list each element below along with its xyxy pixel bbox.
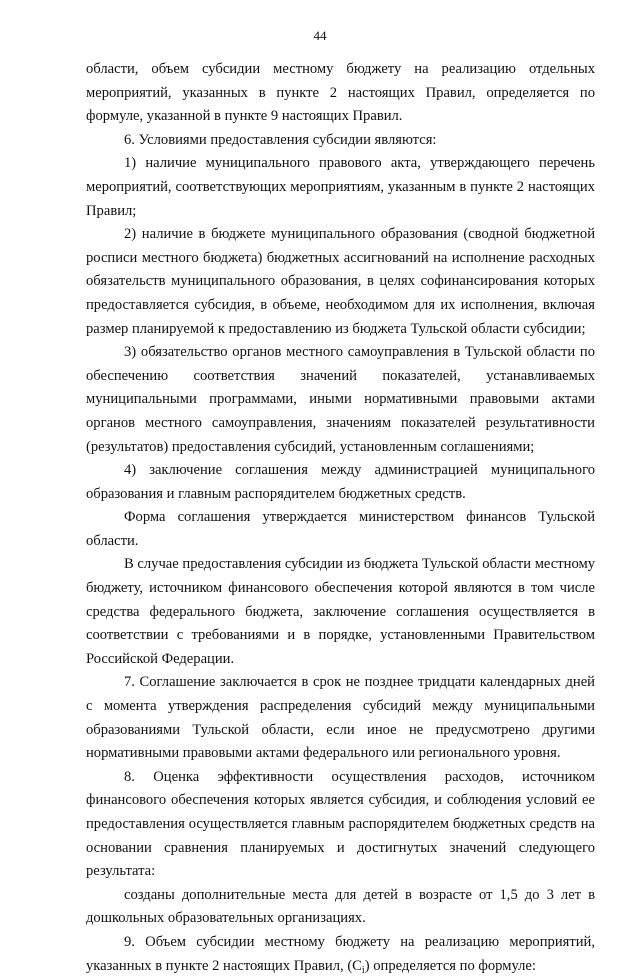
page-number: 44 (313, 28, 327, 43)
formula-intro-text: 9. Объем субсидии местному бюджету на реализацию мероприятий, указанных в пункте 2 настоящих Правил, (C (86, 933, 595, 974)
paragraph: 7. Соглашение заключается в срок не позднее тридцати календарных дней с момента утверждения распределения субсидий между муниципальными образованиями Тульской области, если иное не предусмотрено другими нормативными правовыми актами федерального или регионального уровня. (86, 674, 595, 762)
paragraph: 4) заключение соглашения между администрацией муниципального образования и главным распорядителем бюджетных средств. (86, 462, 595, 502)
paragraph: 3) обязательство органов местного самоуправления в Тульской области по обеспечению соответствия значений показателей, устанавливаемых муниципальными программами, иными нормативными правовыми актами органов местного самоуправления, значениям показателей результативности (результатов) предоставления субсидий, установленным соглашениями; (86, 344, 595, 455)
paragraph: 1) наличие муниципального правового акта, утверждающего перечень мероприятий, соответствующих мероприятиям, указанным в пункте 2 настоящих Правил; (86, 155, 595, 219)
paragraph-formula-intro (86, 931, 595, 978)
paragraph: 6. Условиями предоставления субсидии являются: (124, 131, 437, 148)
paragraph: 8. Оценка эффективности осуществления расходов, источником финансового обеспечения которых является субсидия, и соблюдения условий ее предоставления осуществляется главным распорядителем бюджетных средств на основании сравнения планируемых и достигнутых значений следующего результата: (86, 768, 595, 880)
formula-subscript: i (361, 964, 365, 976)
document-body (86, 58, 595, 978)
paragraph: созданы дополнительные места для детей в возрасте от 1,5 до 3 лет в дошкольных образовательных организациях. (86, 886, 595, 927)
paragraph: 2) наличие в бюджете муниципального образования (сводной бюджетной росписи местного бюджета) бюджетных ассигнований на исполнение расходных обязательств муниципального образования, в целях софинансирования которых предоставляется субсидия, в объеме, необходимом для их исполнения, включая размер планируемой к предоставлению из бюджета Тульской области субсидии; (86, 226, 595, 337)
paragraph: В случае предоставления субсидии из бюджета Тульской области местному бюджету, источником финансового обеспечения которой являются в том числе средства федерального бюджета, заключение соглашения осуществляется в соответствии с требованиями и в порядке, установленными Правительством Российской Федерации. (86, 556, 595, 667)
formula-intro-text-end: ) определяется по формуле: (364, 957, 536, 974)
paragraph: области, объем субсидии местному бюджету на реализацию отдельных мероприятий, указанных в пункте 2 настоящих Правил, определяется по формуле, указанной в пункте 9 настоящих Правил. (86, 61, 595, 125)
paragraph: Форма соглашения утверждается министерством финансов Тульской области. (86, 509, 595, 549)
